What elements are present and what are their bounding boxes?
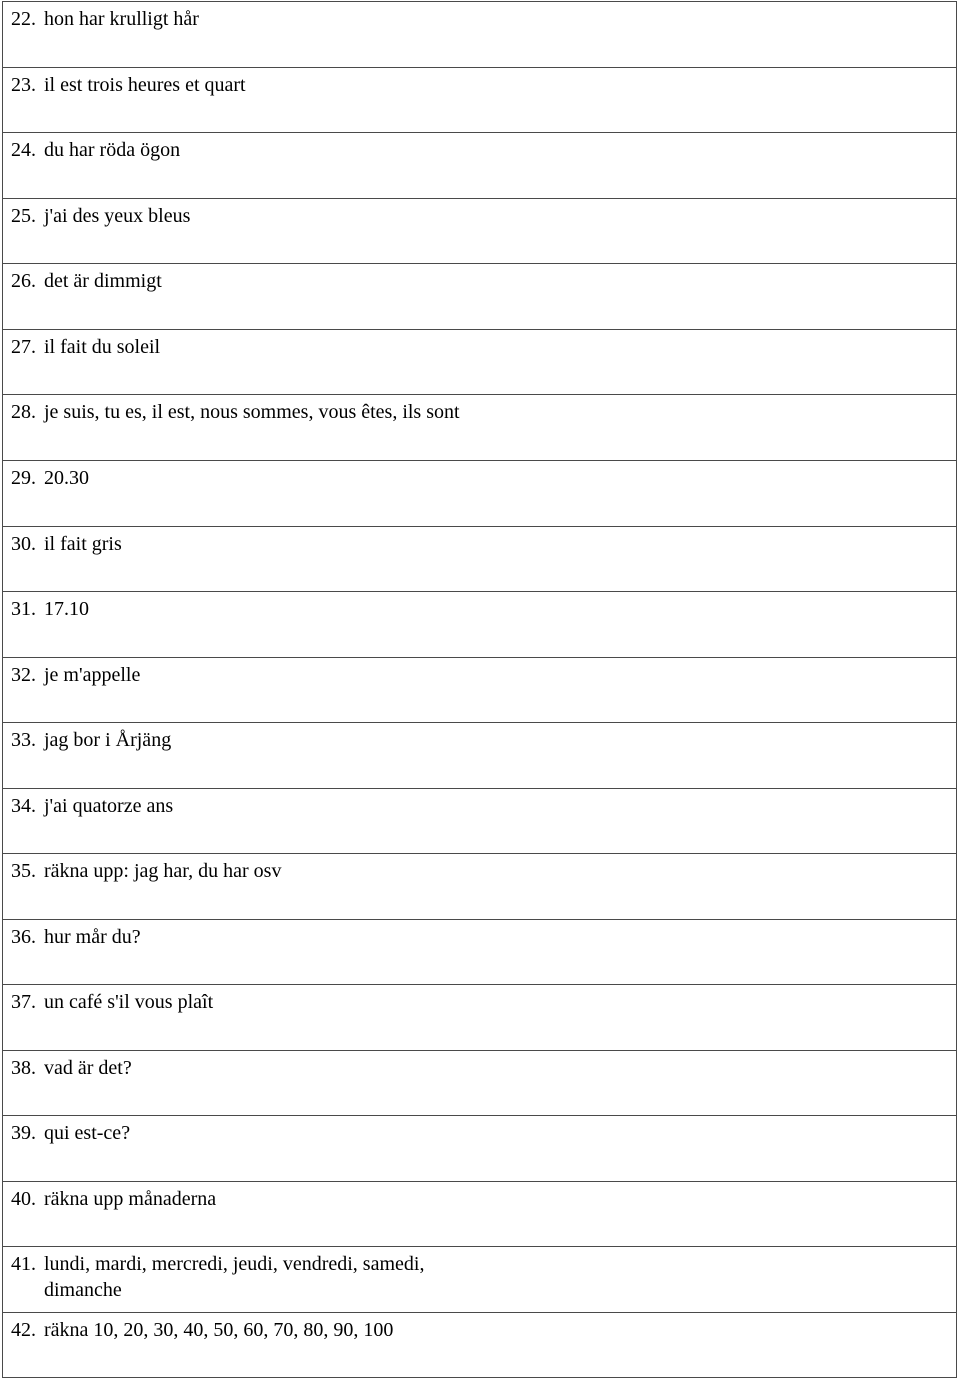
list-item	[11, 137, 481, 163]
item-number: 22.	[11, 8, 36, 30]
table-row	[3, 723, 956, 789]
item-text: du har röda ögon	[44, 139, 181, 161]
table-row	[3, 2, 956, 68]
item-number: 23.	[11, 74, 36, 96]
table-row	[3, 658, 956, 723]
table-row	[3, 1247, 956, 1313]
table-row	[3, 854, 956, 920]
table-row	[3, 133, 956, 199]
list-item	[11, 793, 481, 819]
item-text: det är dimmigt	[44, 270, 162, 292]
item-text: j'ai quatorze ans	[44, 795, 174, 817]
table-row	[3, 1116, 956, 1182]
list-item	[11, 1055, 481, 1081]
table-row	[3, 395, 956, 461]
item-number: 39.	[11, 1122, 36, 1144]
item-text: j'ai des yeux bleus	[44, 205, 191, 227]
item-number: 24.	[11, 139, 36, 161]
list-item	[11, 1251, 481, 1303]
item-text: il fait du soleil	[44, 336, 161, 358]
item-number: 29.	[11, 467, 36, 489]
item-text: räkna 10, 20, 30, 40, 50, 60, 70, 80, 90, 100	[44, 1319, 394, 1341]
list-item	[11, 989, 481, 1015]
item-number: 38.	[11, 1057, 36, 1079]
item-text: hon har krulligt hår	[44, 8, 199, 30]
item-text: 17.10	[44, 598, 89, 620]
list-item	[11, 6, 481, 32]
list-item	[11, 1120, 481, 1146]
item-text: räkna upp månaderna	[44, 1188, 217, 1210]
item-text: un café s'il vous plaît	[44, 991, 214, 1013]
table-row	[3, 789, 956, 854]
table-row	[3, 1182, 956, 1247]
item-number: 37.	[11, 991, 36, 1013]
list-item	[11, 596, 481, 622]
item-text: il est trois heures et quart	[44, 74, 246, 96]
table-row	[3, 264, 956, 330]
item-number: 25.	[11, 205, 36, 227]
item-number: 28.	[11, 401, 36, 423]
item-text: vad är det?	[44, 1057, 132, 1079]
item-text: il fait gris	[44, 533, 122, 555]
list-item	[11, 858, 481, 884]
list-item	[11, 727, 481, 753]
item-number: 33.	[11, 729, 36, 751]
item-number: 31.	[11, 598, 36, 620]
item-number: 41.	[11, 1253, 36, 1275]
table-row	[3, 985, 956, 1051]
table-row	[3, 330, 956, 395]
table-row	[3, 1051, 956, 1116]
table-row	[3, 592, 956, 658]
item-number: 40.	[11, 1188, 36, 1210]
item-number: 42.	[11, 1319, 36, 1341]
table-row	[3, 199, 956, 264]
item-text: jag bor i Årjäng	[44, 729, 172, 751]
list-item	[11, 1317, 481, 1343]
list-item	[11, 203, 481, 229]
list-item	[11, 465, 481, 491]
item-text: je suis, tu es, il est, nous sommes, vous êtes, ils sont	[44, 401, 460, 423]
table-row	[3, 527, 956, 592]
item-number: 30.	[11, 533, 36, 555]
list-item	[11, 334, 481, 360]
item-text: räkna upp: jag har, du har osv	[44, 860, 282, 882]
table-row	[3, 68, 956, 133]
list-item	[11, 531, 481, 557]
item-text: hur mår du?	[44, 926, 141, 948]
list-item	[11, 662, 481, 688]
item-number: 26.	[11, 270, 36, 292]
worksheet-table	[2, 1, 957, 1378]
item-number: 36.	[11, 926, 36, 948]
item-number: 27.	[11, 336, 36, 358]
item-text: qui est-ce?	[44, 1122, 131, 1144]
item-text: je m'appelle	[44, 664, 141, 686]
item-number: 34.	[11, 795, 36, 817]
table-row	[3, 920, 956, 985]
table-row	[3, 461, 956, 527]
item-text: 20.30	[44, 467, 89, 489]
item-text: lundi, mardi, mercredi, jeudi, vendredi, samedi, dimanche	[44, 1253, 425, 1301]
list-item	[11, 924, 481, 950]
table-row	[3, 1313, 956, 1377]
item-number: 32.	[11, 664, 36, 686]
item-number: 35.	[11, 860, 36, 882]
list-item	[11, 268, 481, 294]
list-item	[11, 72, 481, 98]
list-item	[11, 399, 481, 425]
list-item	[11, 1186, 481, 1212]
